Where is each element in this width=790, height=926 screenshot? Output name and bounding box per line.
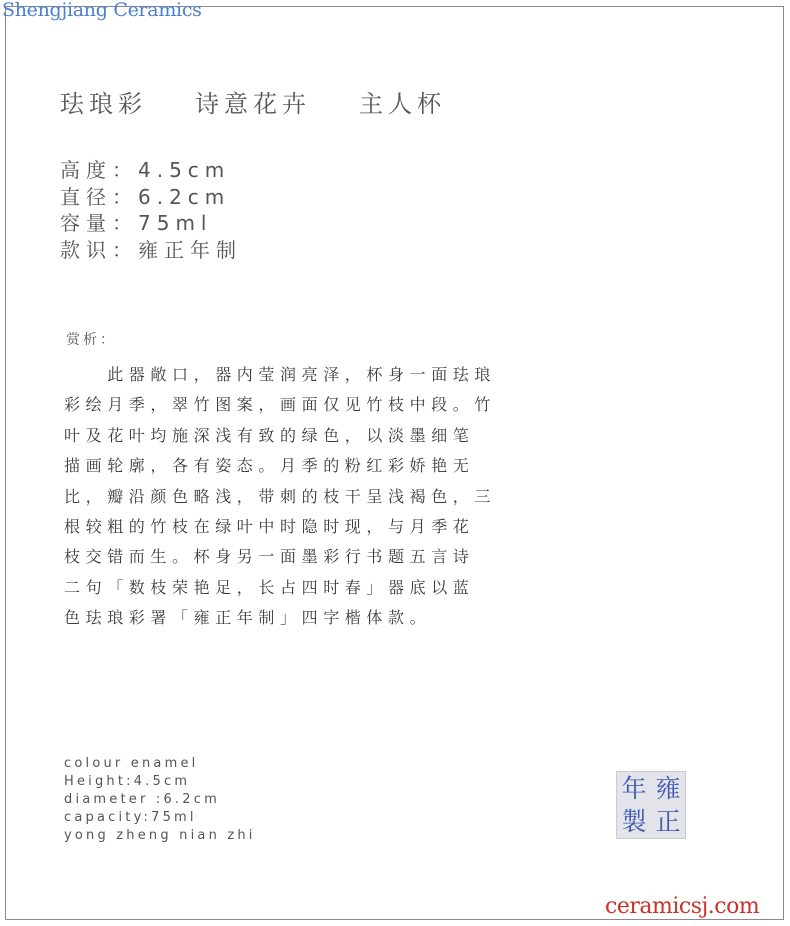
watermark-top: Shengjiang Ceramics: [2, 0, 202, 21]
en-line-type: colour enamel: [64, 756, 199, 771]
text-line: 根较粗的竹枝在绿叶中时隐时现，与月季花: [64, 516, 475, 536]
spec-diameter: 直径：6.2cm: [60, 184, 231, 209]
seal-char: 年: [621, 774, 647, 803]
english-specs: [64, 755, 256, 845]
text-line: 此器敞口，器内莹润亮泽，杯身一面珐琅: [64, 365, 497, 384]
text-line: 枝交错而生。杯身另一面墨彩行书题五言诗: [64, 547, 475, 567]
page-title: [60, 84, 446, 119]
seal-char: 製: [621, 807, 647, 836]
text-line: 二句「数枝荣艳足，长占四时春」器底以蓝: [64, 577, 475, 597]
watermark-bottom: ceramicsj.com: [605, 894, 760, 919]
text-line: 色珐琅彩署「雍正年制」四字楷体款。: [64, 608, 432, 628]
en-line-diameter: diameter :6.2cm: [64, 792, 220, 807]
reign-mark-seal: [616, 771, 686, 839]
title-part-2: 诗意花卉: [195, 90, 311, 118]
en-line-mark: yong zheng nian zhi: [64, 828, 256, 843]
spec-capacity: 容量：75ml: [60, 211, 213, 235]
spec-list: [60, 157, 242, 263]
text-line: 叶及花叶均施深浅有致的绿色，以淡墨细笔: [64, 425, 475, 445]
spec-mark: 款识：雍正年制: [60, 237, 242, 262]
appreciation-text: [64, 360, 594, 634]
text-line: 彩绘月季，翠竹图案，画面仅见竹枝中段。竹: [64, 395, 497, 415]
text-line: 描画轮廓，各有姿态。月季的粉红彩娇艳无: [64, 456, 475, 476]
spec-height: 高度：4.5cm: [60, 158, 231, 182]
appreciation-heading: 赏析：: [66, 332, 117, 348]
en-line-height: Height:4.5cm: [64, 774, 191, 789]
text-line: 比，瓣沿颜色略浅，带刺的枝干呈浅褐色，三: [64, 486, 497, 506]
seal-char: 雍: [655, 774, 681, 803]
title-part-1: 珐琅彩: [60, 90, 147, 118]
en-line-capacity: capacity:75ml: [64, 810, 197, 825]
seal-char: 正: [655, 807, 681, 836]
title-part-3: 主人杯: [359, 90, 446, 118]
